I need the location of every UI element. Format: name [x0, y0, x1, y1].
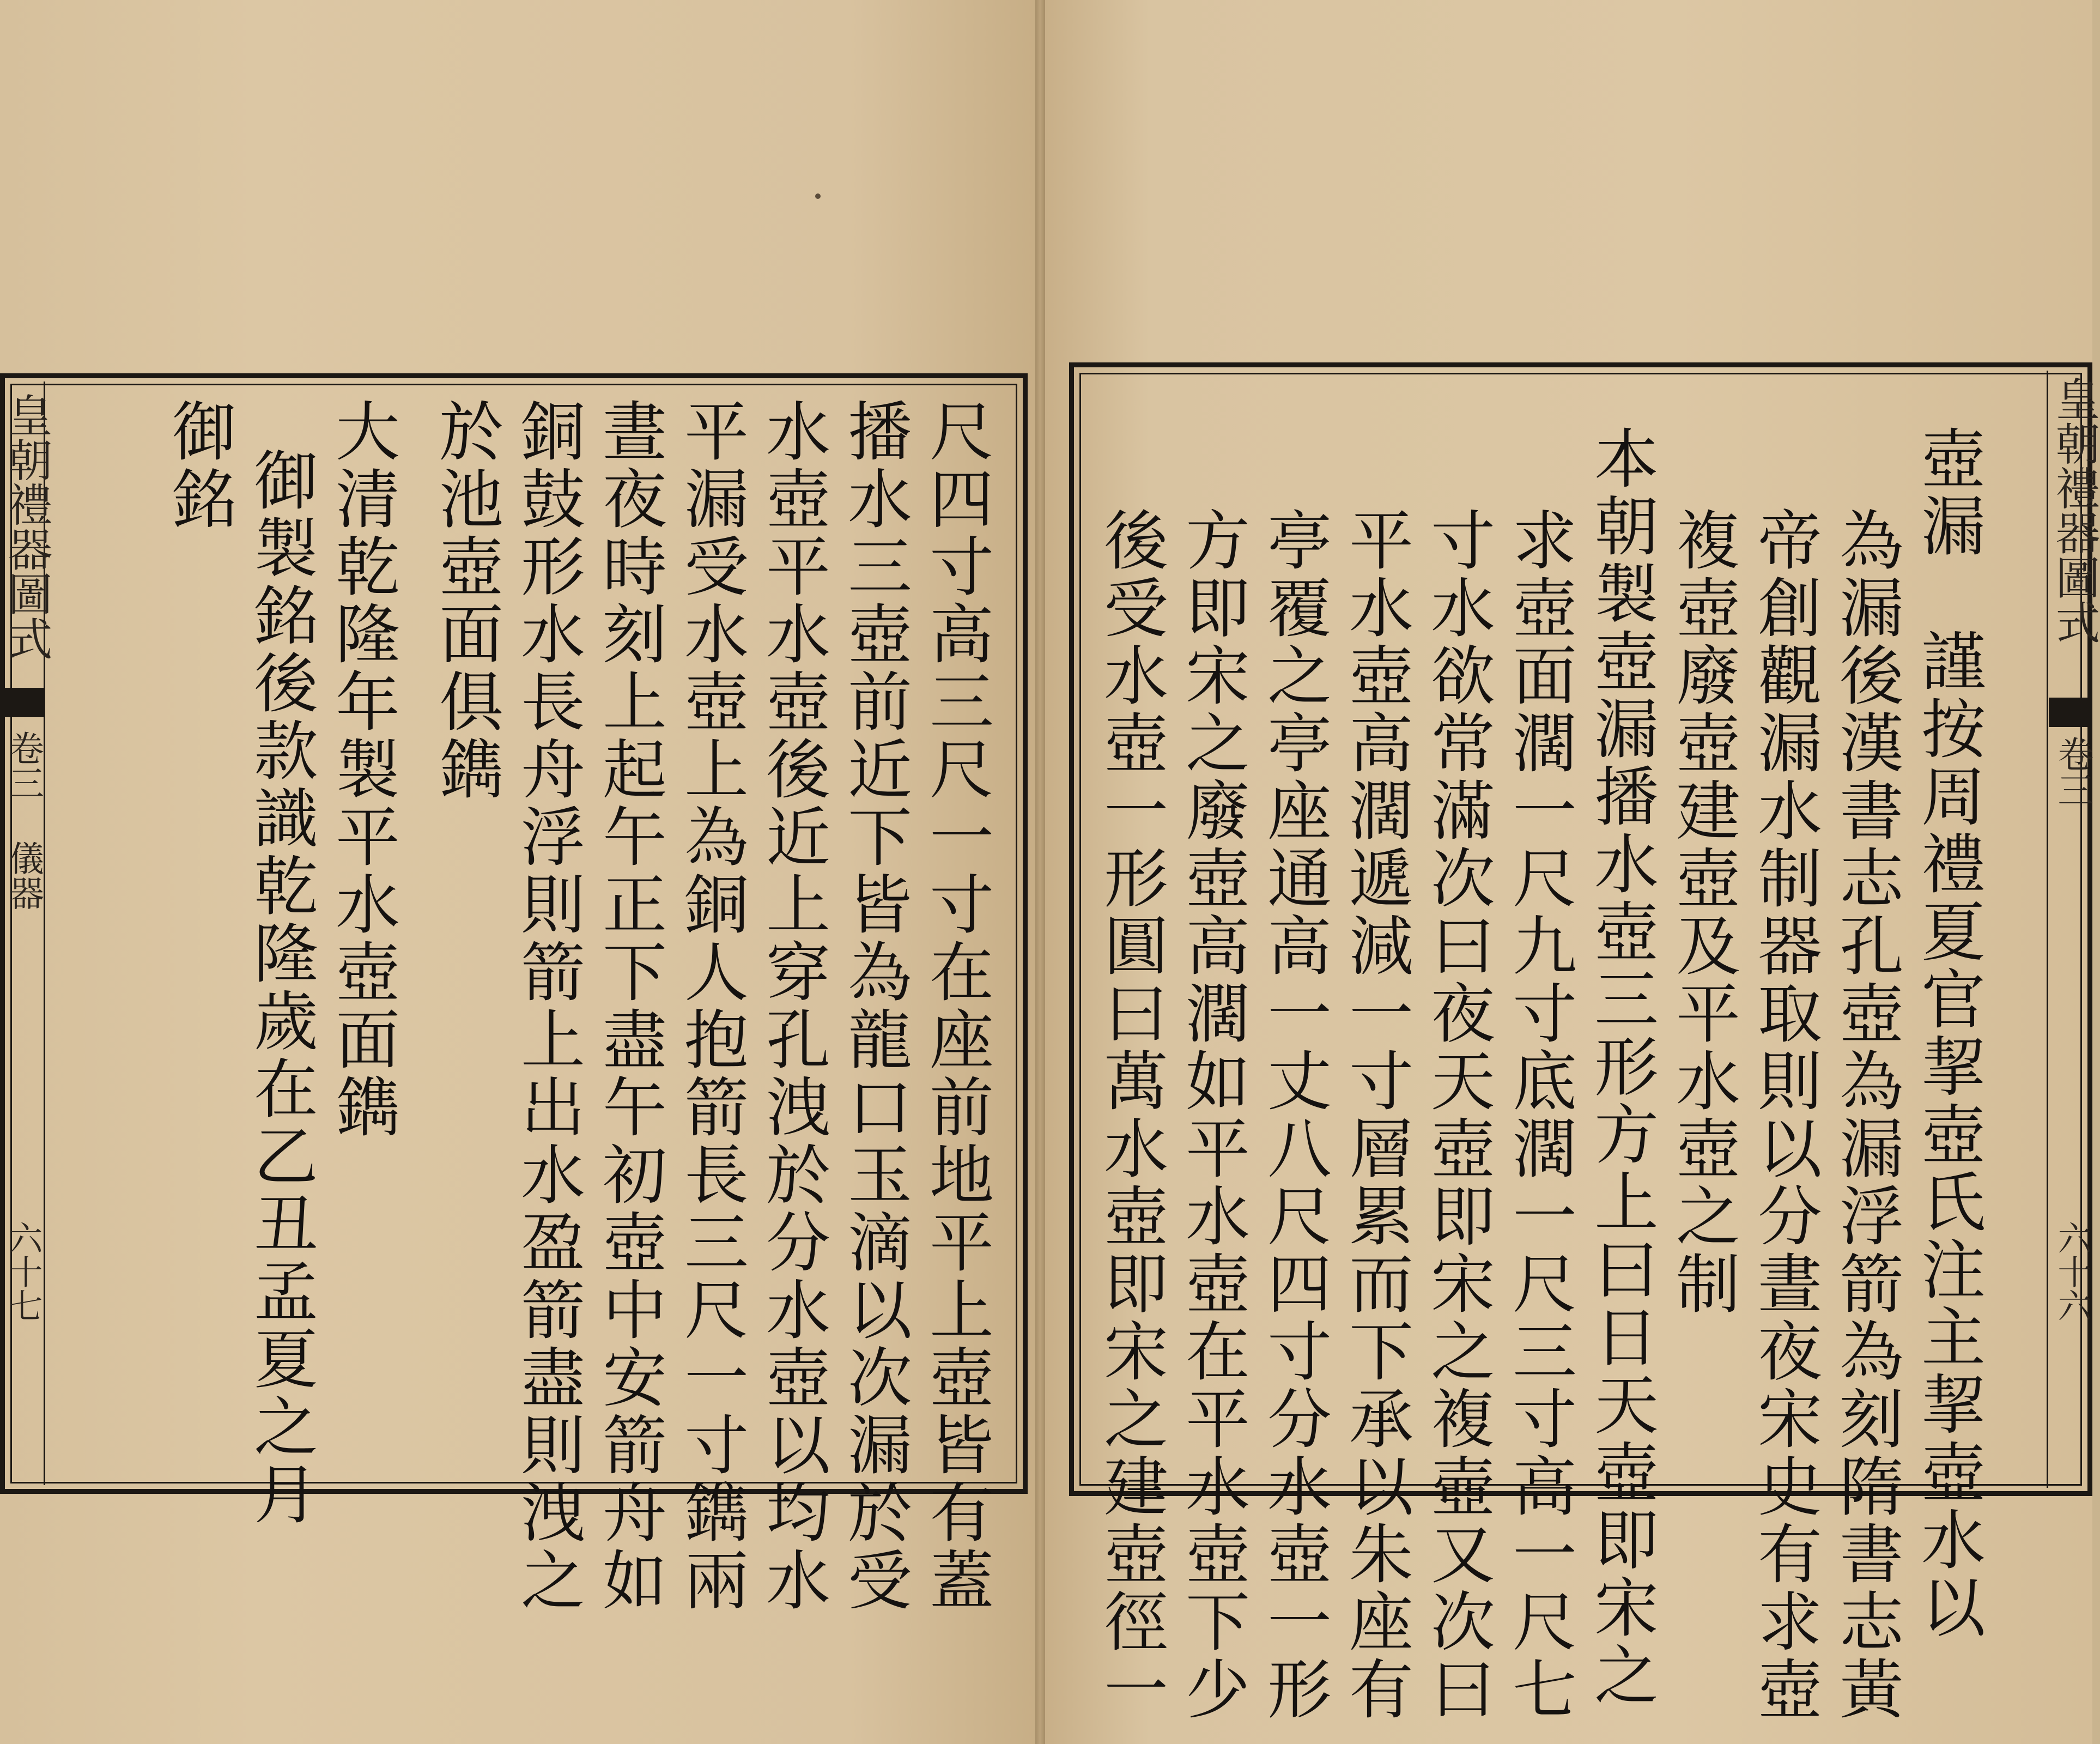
left-column-4: 平漏受水壺上為銅人抱箭長三尺一寸鐫兩 — [673, 398, 749, 1614]
right-margin-folio: 六十六 — [2052, 1221, 2092, 1322]
right-column-5: 本朝製壺漏播水壺三形方上曰日天壺即宋之 — [1583, 425, 1659, 1709]
right-column-1: 壺漏 謹按周禮夏官挈壺氏注主挈壺水以 — [1910, 425, 1986, 1642]
left-column-2: 播水三壺前近下皆為龍口玉滴以次漏於受 — [837, 398, 912, 1614]
right-margin-volume: 卷三 — [2052, 736, 2093, 808]
right-column-4: 複壺廢壺建壺及平水壺之制 — [1665, 507, 1740, 1318]
right-column-11: 後受水壺一形圓曰萬水壺即宋之建壺徑一 — [1093, 507, 1168, 1723]
right-margin-title: 皇朝禮器圖式 — [2048, 376, 2100, 644]
left-margin-volume: 卷三 儀器 — [3, 730, 44, 910]
right-fishtail — [2049, 698, 2092, 727]
left-margin-folio: 六十七 — [3, 1221, 43, 1322]
left-column-6: 銅鼓形水長舟浮則箭上出水盈箭盡則洩之 — [510, 398, 585, 1614]
left-column-10: 御銘 — [161, 398, 236, 533]
left-column-3: 水壺平水壺後近上穿孔洩於分水壺以均水 — [755, 398, 830, 1614]
right-text-block — [1090, 425, 2038, 1723]
right-column-7: 寸水欲常滿次曰夜天壺即宋之複壺又次曰 — [1420, 507, 1495, 1723]
right-column-8: 平水壺高濶遞減一寸層累而下承以朱座有 — [1338, 507, 1413, 1723]
right-column-3: 帝創觀漏水制器取則以分晝夜宋史有求壺 — [1747, 507, 1822, 1723]
left-column-1: 尺四寸高三尺一寸在座前地平上壺皆有蓋 — [919, 398, 994, 1614]
right-column-9: 亭覆之亭座通高一丈八尺四寸分水壺一形 — [1257, 507, 1332, 1723]
left-column-5: 晝夜時刻上起午正下盡午初壺中安箭舟如 — [592, 398, 667, 1614]
left-margin-title: 皇朝禮器圖式 — [1, 392, 52, 661]
left-column-9: 御製銘後款識乾隆歲在乙丑孟夏之月 — [243, 447, 318, 1528]
right-column-2: 為漏後漢書志孔壺為漏浮箭為刻隋書志黃 — [1829, 507, 1904, 1723]
left-column-8: 大清乾隆年製平水壺面鐫 — [325, 398, 400, 1141]
left-column-7: 於池壺面俱鐫 — [428, 398, 503, 803]
left-fishtail — [3, 688, 44, 717]
left-text-block — [142, 398, 1003, 1614]
right-column-6: 求壺面濶一尺九寸底濶一尺三寸高一尺七 — [1502, 507, 1577, 1723]
right-column-10: 方即宋之廢壺高濶如平水壺在平水壺下少 — [1175, 507, 1250, 1723]
book-gutter — [1035, 0, 1045, 1744]
paper-speck — [815, 193, 821, 199]
